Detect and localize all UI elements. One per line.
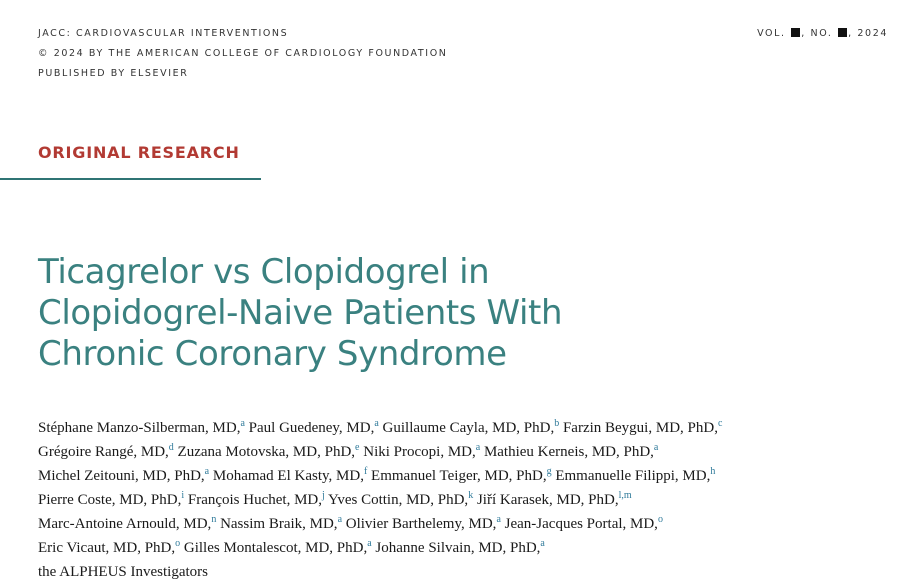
author [249,420,379,436]
author [563,420,722,436]
author-name: Paul Guedeney, MD, [248,420,375,436]
author [346,516,501,532]
article-title [38,252,562,375]
affiliation-link[interactable]: h [710,466,716,477]
author [555,468,715,484]
author [188,492,325,508]
author-line [38,536,908,560]
affiliation-link[interactable]: a [496,514,501,525]
section-divider [0,178,261,180]
affiliation-link[interactable]: n [211,514,217,525]
author [383,420,560,436]
author-name: Stéphane Manzo-Silberman, MD, [38,420,241,436]
affiliation-link[interactable]: j [322,490,325,501]
author-name: Yves Cottin, MD, PhD, [328,492,469,508]
affiliation-link[interactable]: a [204,466,210,477]
affiliation-link[interactable]: o [657,514,663,525]
author [220,516,342,532]
author-name: Olivier Barthelemy, MD, [345,516,497,532]
author-name: Jean-Jacques Portal, MD, [504,516,658,532]
author-name: Nassim Braik, MD, [220,516,338,532]
author [184,540,372,556]
affiliation-link[interactable]: c [717,418,723,429]
author [38,516,216,532]
author [363,444,480,460]
author [477,492,632,508]
author-name: Mathieu Kerneis, MD, PhD, [483,444,654,460]
author-name: Eric Vicaut, MD, PhD, [38,540,176,556]
author-line [38,416,908,440]
author [505,516,663,532]
author-name: Farzin Beygui, MD, PhD, [562,420,718,436]
affiliation-link[interactable]: b [554,418,560,429]
title-line: Clopidogrel-Naive Patients With [38,293,563,333]
author-name: François Huchet, MD, [187,492,323,508]
affiliation-link[interactable]: o [175,538,181,549]
author-name: Grégoire Rangé, MD, [38,444,169,460]
copyright-line: © 2024 BY THE AMERICAN COLLEGE OF CARDIOLOGY FOUNDATION [38,48,448,59]
issue-label: , NO. [801,28,833,39]
author [371,468,552,484]
author [38,564,208,580]
affiliation-link[interactable]: a [337,514,343,525]
title-line: Ticagrelor vs Clopidogrel in [38,252,490,292]
author-line [38,464,908,488]
author-name: Guillaume Cayla, MD, PhD, [382,420,555,436]
author-name: Emmanuelle Filippi, MD, [555,468,711,484]
issue-placeholder-icon [838,28,847,37]
author-list [38,416,908,584]
author-name: Marc-Antoine Arnould, MD, [38,516,212,532]
author [178,444,360,460]
author [38,492,184,508]
author-line [38,440,908,464]
volume-info [757,24,888,44]
affiliation-link[interactable]: a [374,418,379,429]
volume-label: VOL. [757,28,786,39]
author [38,540,180,556]
journal-name: JACC: CARDIOVASCULAR INTERVENTIONS [38,28,289,39]
author-name: Emmanuel Teiger, MD, PhD, [371,468,547,484]
author-name: Mohamad El Kasty, MD, [212,468,364,484]
year-label: , 2024 [848,28,888,39]
affiliation-link[interactable]: e [355,442,360,453]
section-label: ORIGINAL RESEARCH [38,143,240,162]
author-line [38,488,908,512]
author-line [38,512,908,536]
affiliation-link[interactable]: i [181,490,185,501]
author [328,492,473,508]
affiliation-link[interactable]: d [168,442,174,453]
author [38,444,174,460]
author-name: Johanne Silvain, MD, PhD, [375,540,541,556]
affiliation-link[interactable]: a [240,418,245,429]
affiliation-link[interactable]: a [475,442,481,453]
affiliation-link[interactable]: k [468,490,474,501]
affiliation-link[interactable]: f [363,466,368,477]
author [213,468,367,484]
author-name: the ALPHEUS Investigators [38,564,208,580]
author-line [38,560,908,584]
affiliation-link[interactable]: g [546,466,552,477]
author [484,444,658,460]
title-line: Chronic Coronary Syndrome [38,334,507,374]
affiliation-link[interactable]: a [367,538,372,549]
author-name: Jiří Karasek, MD, PhD, [476,492,619,508]
publisher-line: PUBLISHED BY ELSEVIER [38,68,189,79]
author [375,540,544,556]
author-name: Michel Zeitouni, MD, PhD, [38,468,205,484]
author [38,420,245,436]
author [38,468,209,484]
affiliation-link[interactable]: a [653,442,659,453]
affiliation-link[interactable]: l,m [618,490,632,501]
author-name: Gilles Montalescot, MD, PhD, [183,540,368,556]
author-name: Zuzana Motovska, MD, PhD, [177,444,356,460]
journal-header [38,24,447,84]
author-name: Pierre Coste, MD, PhD, [38,492,182,508]
volume-placeholder-icon [791,28,800,37]
author-name: Niki Procopi, MD, [363,444,476,460]
affiliation-link[interactable]: a [540,538,545,549]
